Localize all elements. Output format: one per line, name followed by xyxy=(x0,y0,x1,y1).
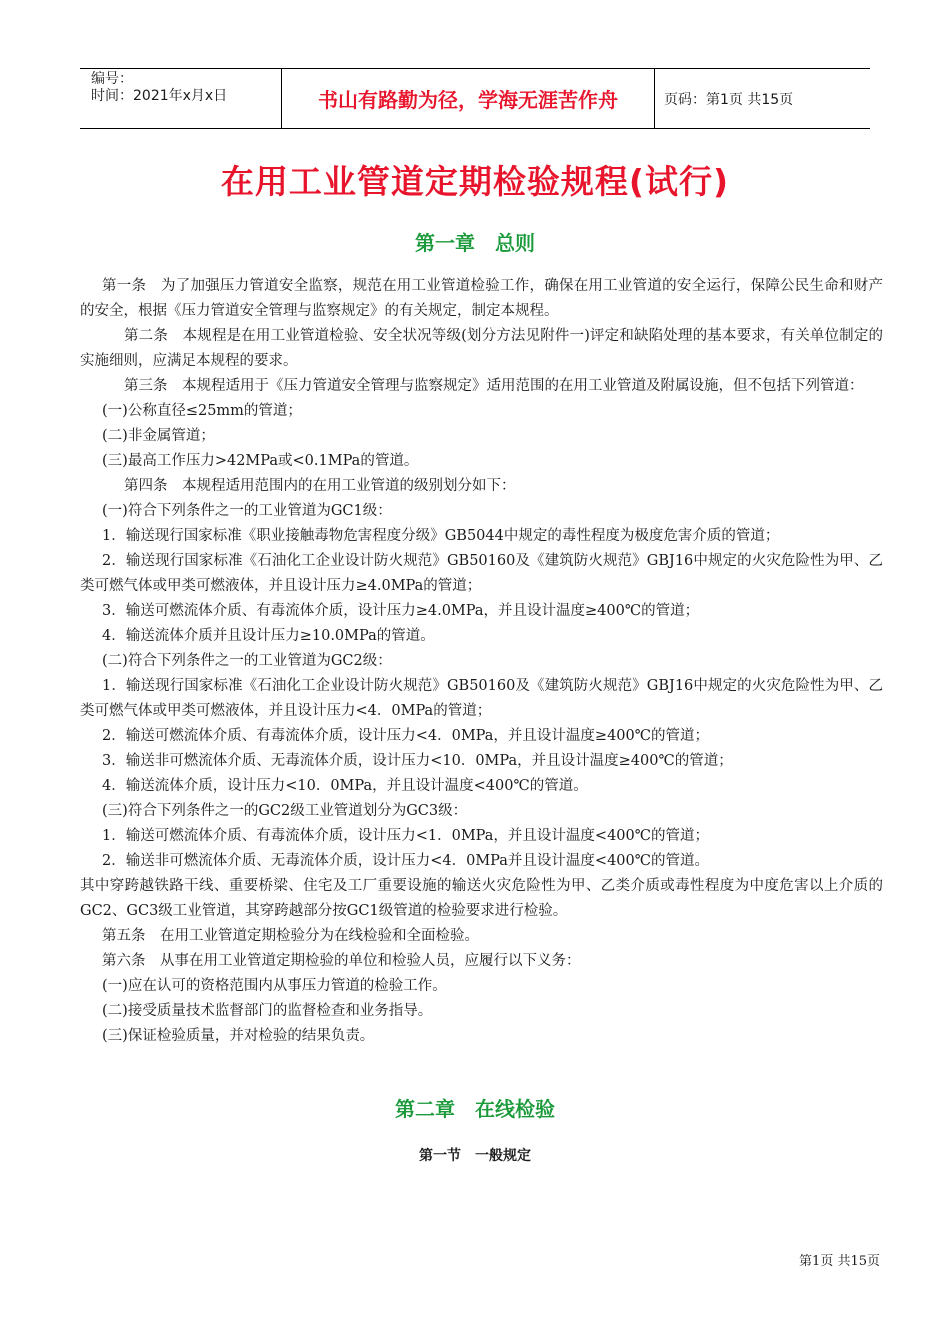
article-4: 第四条 本规程适用范围内的在用工业管道的级别划分如下： xyxy=(124,478,516,494)
article-2: 第二条 本规程是在用工业管道检验、安全状况等级(划分方法见附件一)评定和缺陷处理的基本要求，有关单位制定的实施细则，应满足本规程的要求。 xyxy=(80,328,883,369)
chapter-2-heading: 第二章 在线检验 xyxy=(395,1097,555,1121)
article-5: 第五条 在用工业管道定期检验分为在线检验和全面检验。 xyxy=(102,928,479,944)
list-item: 1．输送可燃流体介质、有毒流体介质，设计压力<1．0MPa，并且设计温度<400℃的管道； xyxy=(102,828,709,844)
paragraph: 其中穿跨越铁路干线、重要桥梁、住宅及工厂重要设施的输送火灾危险性为甲、乙类介质或毒性程度为中度危害以上介质的GC2、GC3级工业管道，其穿跨越部分按GC1级管道的检验要求进行检验。 xyxy=(80,878,883,919)
article-3: 第三条 本规程适用于《压力管道安全管理与监察规定》适用范围的在用工业管道及附属设施，但不包括下列管道： xyxy=(124,378,864,394)
list-item: (一)应在认可的资格范围内从事压力管道的检验工作。 xyxy=(102,978,447,994)
list-item: 2．输送可燃流体介质、有毒流体介质，设计压力<4．0MPa，并且设计温度≥400℃的管道； xyxy=(102,728,709,744)
header-meta xyxy=(80,69,282,128)
list-item: 4．输送流体介质，设计压力<10．0MPa，并且设计温度<400℃的管道。 xyxy=(102,778,588,794)
section-1-heading: 第一节 一般规定 xyxy=(419,1148,531,1164)
document-body xyxy=(80,274,883,1049)
list-item: 3．输送可燃流体介质、有毒流体介质，设计压力≥4.0MPa，并且设计温度≥400℃的管道； xyxy=(102,603,700,619)
header-motto: 书山有路勤为径，学海无涯苦作舟 xyxy=(282,69,655,128)
list-item: 1．输送现行国家标准《石油化工企业设计防火规范》GB50160及《建筑防火规范》GBJ16中规定的火灾危险性为甲、乙类可燃气体或甲类可燃液体，并且设计压力<4．0MPa的管道； xyxy=(80,678,883,719)
article-6: 第六条 从事在用工业管道定期检验的单位和检验人员，应履行以下义务： xyxy=(102,953,581,969)
chapter-1-heading: 第一章 总则 xyxy=(415,231,535,255)
list-item: 4．输送流体介质并且设计压力≥10.0MPa的管道。 xyxy=(102,628,435,644)
list-item: 2．输送现行国家标准《石油化工企业设计防火规范》GB50160及《建筑防火规范》GBJ16中规定的火灾危险性为甲、乙类可燃气体或甲类可燃液体，并且设计压力≥4.0MPa的管道； xyxy=(80,553,883,594)
page-footer: 第1页 共15页 xyxy=(799,1254,880,1269)
document-title: 在用工业管道定期检验规程(试行) xyxy=(220,162,730,201)
list-item: 3．输送非可燃流体介质、无毒流体介质，设计压力<10．0MPa，并且设计温度≥400℃的管道； xyxy=(102,753,733,769)
list-item: (二)非金属管道； xyxy=(102,428,215,444)
document-number: 编号： xyxy=(91,71,133,87)
list-item: (二)接受质量技术监督部门的监督检查和业务指导。 xyxy=(102,1003,433,1019)
page-header xyxy=(80,68,870,129)
list-item: (一)符合下列条件之一的工业管道为GC1级： xyxy=(102,503,392,519)
list-item: (三)保证检验质量，并对检验的结果负责。 xyxy=(102,1028,375,1044)
list-item: (二)符合下列条件之一的工业管道为GC2级： xyxy=(102,653,392,669)
list-item: (三)最高工作压力>42MPa或<0.1MPa的管道。 xyxy=(102,453,419,469)
list-item: 1．输送现行国家标准《职业接触毒物危害程度分级》GB5044中规定的毒性程度为极度危害介质的管道； xyxy=(102,528,780,544)
list-item: (三)符合下列条件之一的GC2级工业管道划分为GC3级： xyxy=(102,803,468,819)
list-item: 2．输送非可燃流体介质、无毒流体介质，设计压力<4．0MPa并且设计温度<400℃的管道。 xyxy=(102,853,709,869)
document-date: 时间：2021年x月x日 xyxy=(91,88,228,104)
article-1: 第一条 为了加强压力管道安全监察，规范在用工业管道检验工作，确保在用工业管道的安全运行，保障公民生命和财产的安全，根据《压力管道安全管理与监察规定》的有关规定，制定本规程。 xyxy=(80,278,883,319)
list-item: (一)公称直径≤25mm的管道； xyxy=(102,403,302,419)
header-page-number: 页码：第1页 共15页 xyxy=(664,91,794,108)
